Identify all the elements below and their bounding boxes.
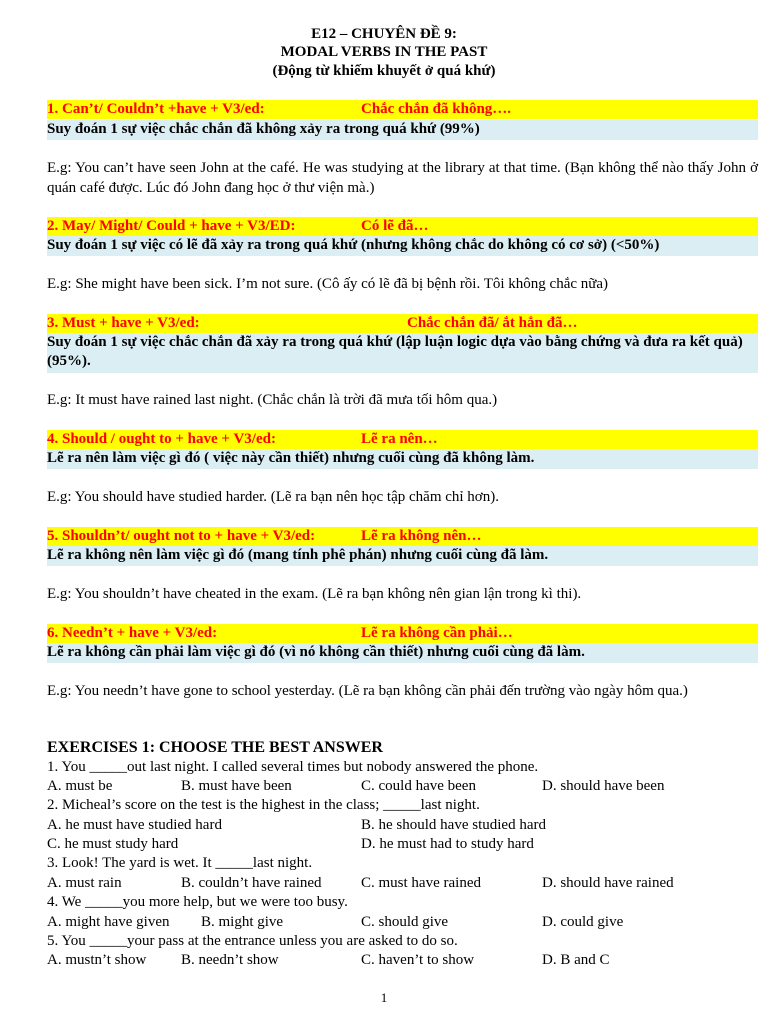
section-2-header bbox=[47, 217, 758, 236]
section-1-description: Suy đoán 1 sự việc chắc chắn đã không xảy ra trong quá khứ (99%) bbox=[47, 120, 758, 140]
section-3-example: E.g: It must have rained last night. (Chắc chắn là trời đã mưa tối hôm qua.) bbox=[47, 392, 498, 408]
doc-title-line1: E12 – CHUYÊN ĐỀ 9: bbox=[311, 26, 457, 42]
question-5-option-b: B. needn’t show bbox=[181, 952, 279, 968]
section-4-description: Lẽ ra nên làm việc gì đó ( việc này cần thiết) nhưng cuối cùng đã không làm. bbox=[47, 449, 758, 469]
section-3-description: Suy đoán 1 sự việc chắc chắn đã xảy ra trong quá khứ (lập luận logic dựa vào bằng chứng và đưa ra kết quả) (95%). bbox=[47, 333, 758, 373]
section-3-formula: 3. Must + have + V3/ed: bbox=[47, 315, 200, 331]
section-2-meaning: Có lẽ đã… bbox=[361, 218, 429, 234]
section-5-example: E.g: You shouldn’t have cheated in the exam. (Lẽ ra bạn không nên gian lận trong kì thi). bbox=[47, 586, 582, 602]
question-1-option-c: C. could have been bbox=[361, 778, 476, 794]
section-2-formula: 2. May/ Might/ Could + have + V3/ED: bbox=[47, 218, 296, 234]
section-2-example: E.g: She might have been sick. I’m not sure. (Cô ấy có lẽ đã bị bệnh rồi. Tôi không chắc nữa) bbox=[47, 276, 609, 292]
section-3-meaning: Chắc chắn đã/ ắt hẳn đã… bbox=[407, 315, 578, 331]
section-5-meaning: Lẽ ra không nên… bbox=[361, 528, 482, 544]
question-3-option-a: A. must rain bbox=[47, 875, 122, 891]
question-1-option-d: D. should have been bbox=[542, 778, 665, 794]
section-4-meaning: Lẽ ra nên… bbox=[361, 431, 438, 447]
doc-title-line3: (Động từ khiếm khuyết ở quá khứ) bbox=[272, 63, 496, 79]
question-2: 2. Micheal’s score on the test is the highest in the class; _____last night. bbox=[47, 797, 480, 813]
section-2-description: Suy đoán 1 sự việc có lẽ đã xảy ra trong quá khứ (nhưng không chắc do không có cơ sở) (<50%) bbox=[47, 236, 758, 256]
section-1-formula: 1. Can’t/ Couldn’t +have + V3/ed: bbox=[47, 101, 265, 117]
section-5-formula: 5. Shouldn’t/ ought not to + have + V3/ed: bbox=[47, 528, 316, 544]
question-3-option-d: D. should have rained bbox=[542, 875, 674, 891]
section-6-meaning: Lẽ ra không cần phải… bbox=[361, 625, 513, 641]
page-number: 1 bbox=[380, 990, 388, 1005]
section-5-description: Lẽ ra không nên làm việc gì đó (mang tính phê phán) nhưng cuối cùng đã làm. bbox=[47, 546, 758, 566]
question-2-option-a: A. he must have studied hard bbox=[47, 817, 222, 833]
question-4-option-c: C. should give bbox=[361, 914, 449, 930]
question-3-option-b: B. couldn’t have rained bbox=[181, 875, 322, 891]
question-2-option-d: D. he must had to study hard bbox=[361, 836, 534, 852]
question-4-option-a: A. might have given bbox=[47, 914, 170, 930]
question-5: 5. You _____your pass at the entrance unless you are asked to do so. bbox=[47, 933, 458, 949]
question-3: 3. Look! The yard is wet. It _____last night. bbox=[47, 855, 313, 871]
section-4-example: E.g: You should have studied harder. (Lẽ ra bạn nên học tập chăm chỉ hơn). bbox=[47, 489, 499, 505]
question-4-option-d: D. could give bbox=[542, 914, 624, 930]
section-4-header bbox=[47, 430, 758, 449]
question-5-option-c: C. haven’t to show bbox=[361, 952, 475, 968]
section-6-header bbox=[47, 624, 758, 643]
section-3-header bbox=[47, 314, 758, 333]
section-5-header bbox=[47, 527, 758, 546]
section-1-header bbox=[47, 100, 758, 119]
question-5-option-d: D. B and C bbox=[542, 952, 610, 968]
section-6-example: E.g: You needn’t have gone to school yesterday. (Lẽ ra bạn không cần phải đến trường vào ngày hôm qua.) bbox=[47, 683, 688, 699]
section-6-formula: 6. Needn’t + have + V3/ed: bbox=[47, 625, 218, 641]
question-1-option-b: B. must have been bbox=[181, 778, 292, 794]
exercise-heading: EXERCISES 1: CHOOSE THE BEST ANSWER bbox=[47, 739, 383, 756]
question-2-option-c: C. he must study hard bbox=[47, 836, 179, 852]
question-4-option-b: B. might give bbox=[201, 914, 284, 930]
question-5-option-a: A. mustn’t show bbox=[47, 952, 147, 968]
section-4-formula: 4. Should / ought to + have + V3/ed: bbox=[47, 431, 276, 447]
section-1-meaning: Chắc chắn đã không…. bbox=[361, 101, 512, 117]
doc-title-line2: MODAL VERBS IN THE PAST bbox=[280, 44, 488, 60]
question-2-option-b: B. he should have studied hard bbox=[361, 817, 546, 833]
question-4: 4. We _____you more help, but we were too busy. bbox=[47, 894, 348, 910]
question-1: 1. You _____out last night. I called several times but nobody answered the phone. bbox=[47, 759, 539, 775]
section-6-description: Lẽ ra không cần phải làm việc gì đó (vì nó không cần thiết) nhưng cuối cùng đã làm. bbox=[47, 643, 758, 663]
question-1-option-a: A. must be bbox=[47, 778, 113, 794]
section-1-example: E.g: You can’t have seen John at the café. He was studying at the library at that time. (Bạn không thể nào thấy John ở quán café được. Lúc đó John đang học ở thư viện mà.) bbox=[47, 160, 758, 196]
question-3-option-c: C. must have rained bbox=[361, 875, 481, 891]
